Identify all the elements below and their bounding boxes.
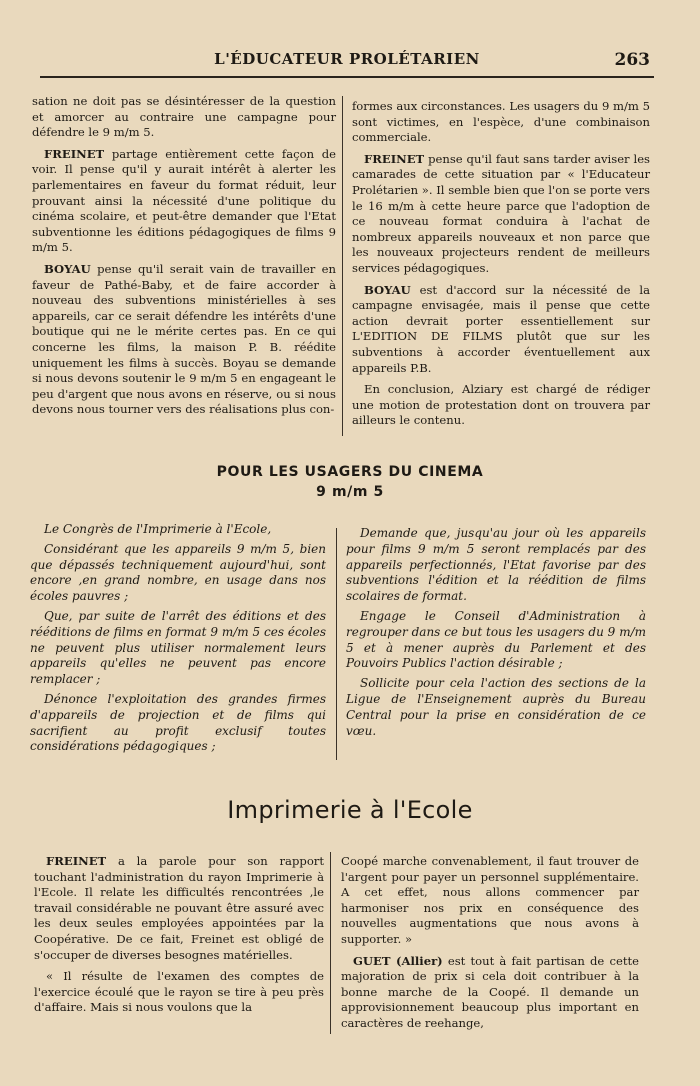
paragraph: FREINET pense qu'il faut sans tarder aviser les camarades de cette situation par « l'Educateur Prolétarien ». Il semble bien que l'on se porte vers le 16 m/m à cette heure parce que l'adoption de ce nouveau format conduira à l'achat de nombreux appareils nouveaux et non parce que les nouveaux projecteurs rendent de meilleurs services pédagogiques. bbox=[352, 151, 650, 275]
motion-paragraph: Dénonce l'exploitation des grandes firmes d'appareils de projection et de films qui sacrifient au profit exclusif toutes considérations pédagogiques ; bbox=[30, 691, 326, 754]
motion-paragraph: Engage le Conseil d'Administration à regrouper dans ce but tous les usagers du 9 m/m 5 et à mener auprès du Parlement et des Pouvoirs Publics l'action désirable ; bbox=[346, 608, 646, 671]
paragraph: BOYAU est d'accord sur la nécessité de la campagne envisagée, mais il pense que cette action devrait porter essentiellement sur L'EDITION DE FILMS plutôt que sur les subventions à accorder éventuellement aux appareils P.B. bbox=[352, 282, 650, 375]
paragraph: FREINET partage entièrement cette façon de voir. Il pense qu'il y aurait intérêt à alerter les parlementaires en faveur du format réduit, leur prouvant ainsi la nécessité d'une politique du cinéma scolaire, et peut-être demander que l'Etat subventionne les éditions pédagogiques de films 9 m/m 5. bbox=[32, 146, 336, 255]
paragraph: formes aux circonstances. Les usagers du 9 m/m 5 sont victimes, en l'espèce, d'une combinaison commerciale. bbox=[352, 99, 650, 145]
paragraph: GUET (Allier) est tout à fait partisan de cette majoration de prix si cela doit contribuer à la bonne marche de la Coopé. Il demande un approvisionnement beaucoup plus important en caractères de reehange, bbox=[341, 953, 639, 1030]
column-divider bbox=[330, 852, 331, 1034]
paragraph: Coopé marche convenablement, il faut trouver de l'argent pour payer un personnel supplémentaire. A cet effet, nous allons commencer par harmoniser nos prix en conséquence des nouvelles augmentations que nous avons à supporter. » bbox=[341, 854, 639, 946]
speaker-name: BOYAU bbox=[364, 282, 411, 297]
motion-paragraph: Demande que, jusqu'au jour où les appareils pour films 9 m/m 5 seront remplacés par des appareils perfectionnés, l'Etat favorise par des subventions l'édition et la réédition de films scolaires de format. bbox=[346, 526, 646, 604]
section-heading: Imprimerie à l'Ecole bbox=[227, 796, 473, 824]
paragraph: sation ne doit pas se désintéresser de la question et amorcer au contraire une campagne pour défendre le 9 m/m 5. bbox=[32, 94, 336, 140]
bottom-right-column bbox=[341, 854, 639, 1038]
column-divider bbox=[336, 528, 337, 760]
motion-left-column bbox=[30, 522, 326, 759]
paragraph: BOYAU pense qu'il serait vain de travailler en faveur de Pathé-Baby, et de faire accorder à nouveau des subventions ministérielles à ses appareils, car ce serait défendre les intérêts d'une boutique qui ne le mérite certes pas. En ce qui concerne les films, la maison P. B. réédite uniquement les films à succès. Boyau se demande si nous devons soutenir le 9 m/m 5 en engageant le peu d'argent que nous avons en réserve, ou si nous devons nous tourner vers des réalisations plus con- bbox=[32, 261, 336, 417]
motion-paragraph: Que, par suite de l'arrêt des éditions et des rééditions de films en format 9 m/m 5 ces écoles ne peuvent plus utiliser normalement leurs appareils qu'elles ne peuvent pas encore remplacer ; bbox=[30, 608, 326, 687]
paragraph: « Il résulte de l'examen des comptes de l'exercice écoulé que le rayon se tire à peu près d'affaire. Mais si nous voulons que la bbox=[34, 969, 324, 1015]
speaker-name: BOYAU bbox=[44, 261, 91, 276]
bottom-left-column bbox=[34, 854, 324, 1022]
top-right-column bbox=[352, 99, 650, 435]
journal-title: L'ÉDUCATEUR PROLÉTARIEN bbox=[214, 50, 480, 68]
speaker-name: GUET (Allier) bbox=[353, 953, 443, 968]
page-number: 263 bbox=[614, 50, 650, 70]
motion-paragraph: Le Congrès de l'Imprimerie à l'Ecole, bbox=[44, 522, 272, 536]
motion-right-column bbox=[346, 526, 646, 743]
motion-paragraph: Sollicite pour cela l'action des sections de la Ligue de l'Enseignement auprès du Bureau Central pour la prise en considération de ce vœu. bbox=[346, 676, 646, 738]
motion-paragraph: Considérant que les appareils 9 m/m 5, bien que dépassés techniquement aujourd'hui, sont encore ,en grand nombre, en usage dans nos écoles pauvres ; bbox=[30, 541, 326, 604]
speaker-name: FREINET bbox=[46, 854, 107, 868]
speaker-name: FREINET bbox=[364, 151, 425, 166]
paragraph: FREINET a la parole pour son rapport touchant l'administration du rayon Imprimerie à l'Ecole. Il relate les difficultés rencontrées ,le travail considérable ne pouvant être assuré avec les deux seules employées appointées par la Coopérative. De ce fait, Freinet est obligé de s'occuper de diverses besognes matérielles. bbox=[34, 854, 324, 962]
page-header bbox=[40, 46, 654, 78]
section-title: POUR LES USAGERS DU CINEMA bbox=[216, 464, 484, 480]
section-subtitle: 9 m/m 5 bbox=[316, 484, 384, 500]
speaker-name: FREINET bbox=[44, 146, 105, 161]
column-divider bbox=[342, 96, 343, 436]
top-left-column bbox=[32, 94, 336, 424]
paragraph: En conclusion, Alziary est chargé de rédiger une motion de protestation dont on trouvera par ailleurs le contenu. bbox=[352, 382, 650, 428]
